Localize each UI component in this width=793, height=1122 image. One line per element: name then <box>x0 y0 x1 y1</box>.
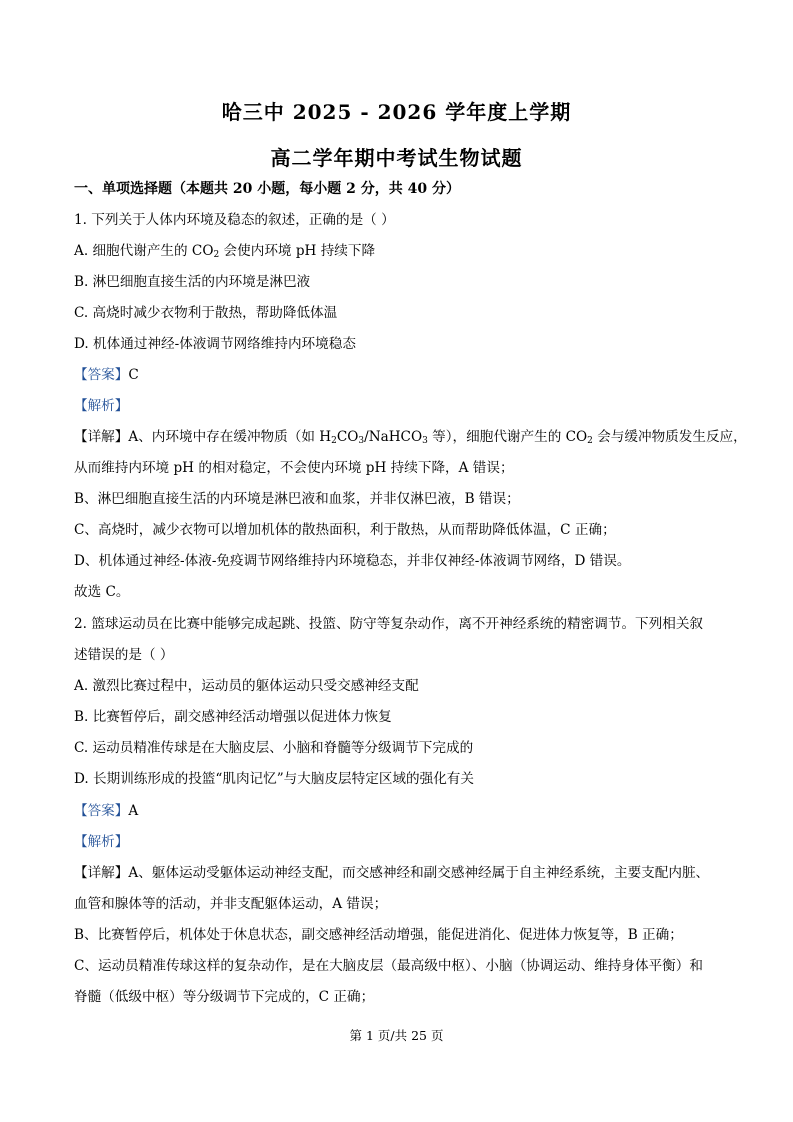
q1-detail-line-1: 【详解】A、内环境中存在缓冲物质（如 $H_2CO_3/NaHCO_3$ 等），细胞代谢产生的 $CO_2$ 会与缓冲物质发生反应， <box>74 429 747 446</box>
exam-header: 哈三中 2025 - 2026 学年度上学期 <box>221 100 572 124</box>
q2-option-d: D. 长期训练形成的投篮“肌肉记忆”与大脑皮层特定区域的强化有关 <box>74 771 474 787</box>
q2-option-a: A. 激烈比赛过程中，运动员的躯体运动只受交感神经支配 <box>74 678 419 694</box>
q2-detail-line-5: 脊髓（低级中枢）等分级调节下完成的，C 正确； <box>74 989 375 1005</box>
q2-stem-line-2: 述错误的是（ ） <box>74 647 174 663</box>
answer-tag: 【答案】 <box>74 367 129 383</box>
q1-option-d: D. 机体通过神经-体液调节网络维持内环境稳态 <box>74 336 356 352</box>
q2-answer: 【答案】A <box>74 803 139 819</box>
q1-answer: 【答案】C <box>74 367 139 383</box>
q2-detail-line-3: B、比赛暂停后，机体处于休息状态，副交感神经活动增强，能促进消化、促进体力恢复等，B 正确； <box>74 927 683 943</box>
page-footer: 第 1 页/共 25 页 <box>349 1028 444 1043</box>
q1-detail-line-4: C、高烧时，减少衣物可以增加机体的散热面积，利于散热，从而帮助降低体温，C 正确； <box>74 522 616 538</box>
section-heading: 一、单项选择题（本题共 20 小题，每小题 2 分，共 40 分） <box>74 181 460 197</box>
q2-detail-line-2: 血管和腺体等的活动，并非支配躯体运动，A 错误； <box>74 896 388 912</box>
q2-analysis-tag: 【解析】 <box>74 834 129 850</box>
q1-option-b: B. 淋巴细胞直接生活的内环境是淋巴液 <box>74 274 311 290</box>
q1-detail-line-5: D、机体通过神经-体液-免疫调节网络维持内环境稳态，并非仅神经-体液调节网络，D 错误。 <box>74 553 631 569</box>
q2-detail-line-1: 【详解】A、躯体运动受躯体运动神经支配，而交感神经和副交感神经属于自主神经系统，主要支配内脏、 <box>74 865 710 881</box>
q2-option-c: C. 运动员精准传球是在大脑皮层、小脑和脊髓等分级调节下完成的 <box>74 740 474 756</box>
q2-detail-line-4: C、运动员精准传球这样的复杂动作，是在大脑皮层（最高级中枢）、小脑（协调运动、维持身体平衡）和 <box>74 958 703 974</box>
q2-stem-line-1: 2. 篮球运动员在比赛中能够完成起跳、投篮、防守等复杂动作，离不开神经系统的精密调节。下列相关叙 <box>74 616 704 632</box>
q1-analysis-tag: 【解析】 <box>74 398 129 414</box>
q2-option-b: B. 比赛暂停后，副交感神经活动增强以促进体力恢复 <box>74 709 392 725</box>
exam-title: 高二学年期中考试生物试题 <box>270 146 523 170</box>
q1-detail-line-2: 从而维持内环境 pH 的相对稳定，不会使内环境 pH 持续下降，A 错误； <box>74 460 514 476</box>
q1-conclusion: 故选 C。 <box>74 584 130 600</box>
q1-detail-line-3: B、淋巴细胞直接生活的内环境是淋巴液和血浆，并非仅淋巴液，B 错误； <box>74 491 520 507</box>
q1-option-c: C. 高烧时减少衣物利于散热，帮助降低体温 <box>74 305 338 321</box>
answer-tag: 【答案】 <box>74 803 129 819</box>
q1-stem: 1. 下列关于人体内环境及稳态的叙述，正确的是（ ） <box>74 212 395 228</box>
q1-option-a: A. 细胞代谢产生的 $CO_2$ 会使内环境 pH 持续下降 <box>74 243 376 260</box>
